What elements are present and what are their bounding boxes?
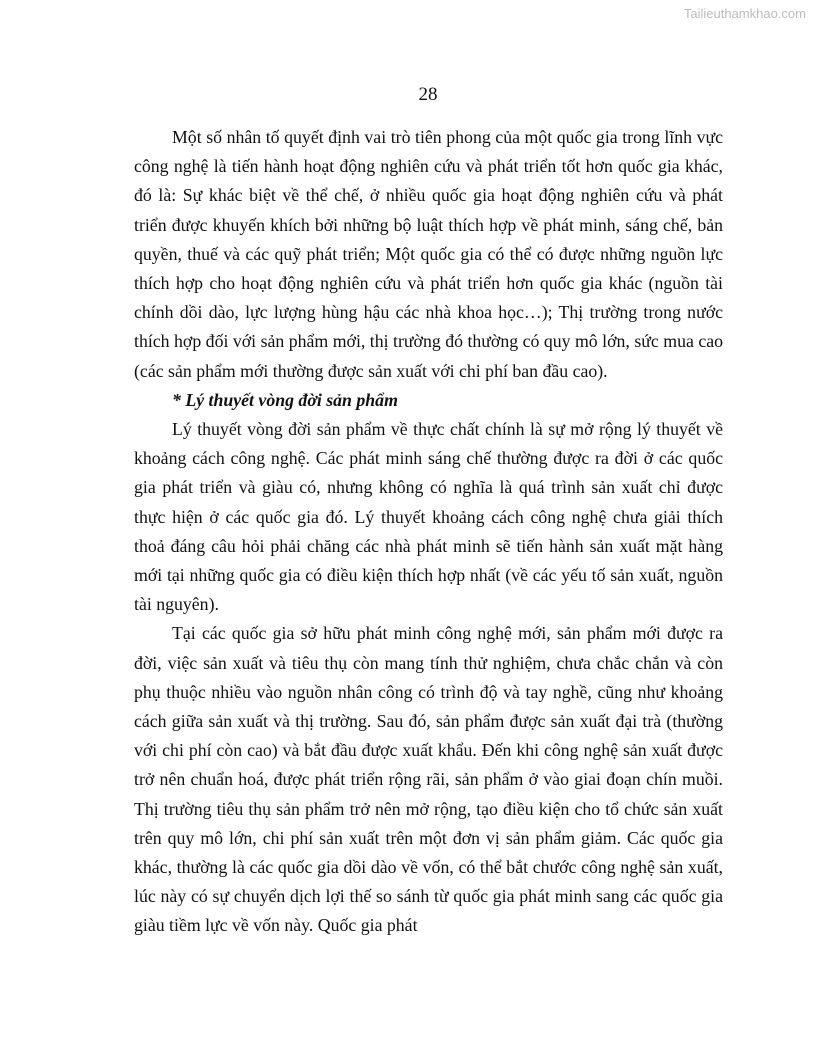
section-heading: * Lý thuyết vòng đời sản phẩm: [172, 389, 398, 410]
paragraph: Một số nhân tố quyết định vai trò tiên phong của một quốc gia trong lĩnh vực công nghệ là tiến hành hoạt động nghiên cứu và phát triển tốt hơn quốc gia khác, đó là: Sự khác biệt về thể chế, ở nhiều quốc gia hoạt động nghiên cứu và phát triển được khuyến khích bởi những bộ luật thích hợp về phát minh, sáng chế, bản quyền, thuế và các quỹ phát triển; Một quốc gia có thể có được những nguồn lực thích hợp cho hoạt động nghiên cứu và phát triển hơn quốc gia khác (nguồn tài chính dồi dào, lực lượng hùng hậu các nhà khoa học…); Thị trường trong nước thích hợp đối với sản phẩm mới, thị trường đó thường có quy mô lớn, sức mua cao (các sản phẩm mới thường được sản xuất với chi phí ban đầu cao).: [134, 127, 723, 381]
paragraph: Lý thuyết vòng đời sản phẩm về thực chất chính là sự mở rộng lý thuyết về khoảng cách công nghệ. Các phát minh sáng chế thường được ra đời ở các quốc gia phát triển và giàu có, nhưng không có nghĩa là quá trình sản xuất chỉ được thực hiện ở các quốc gia đó. Lý thuyết khoảng cách công nghệ chưa giải thích thoả đáng câu hỏi phải chăng các nhà phát minh sẽ tiến hành sản xuất mặt hàng mới tại những quốc gia có điều kiện thích hợp nhất (về các yếu tố sản xuất, nguồn tài nguyên).: [134, 419, 723, 615]
page-number: 28: [418, 84, 438, 105]
paragraph: Tại các quốc gia sở hữu phát minh công nghệ mới, sản phẩm mới được ra đời, việc sản xuất và tiêu thụ còn mang tính thử nghiệm, chưa chắc chắn và còn phụ thuộc nhiều vào nguồn nhân công có trình độ và tay nghề, cũng như khoảng cách giữa sản xuất và thị trường. Sau đó, sản phẩm được sản xuất đại trà (thường với chi phí còn cao) và bắt đầu được xuất khẩu. Đến khi công nghệ sản xuất được trở nên chuẩn hoá, được phát triển rộng rãi, sản phẩm ở vào giai đoạn chín muồi. Thị trường tiêu thụ sản phẩm trở nên mở rộng, tạo điều kiện cho tổ chức sản xuất trên quy mô lớn, chi phí sản xuất trên một đơn vị sản phẩm giảm. Các quốc gia khác, thường là các quốc gia dồi dào về vốn, có thể bắt chước công nghệ sản xuất, lúc này có sự chuyển dịch lợi thế so sánh từ quốc gia phát minh sang các quốc gia giàu tiềm lực về vốn này. Quốc gia phát: [134, 623, 723, 936]
document-body: [134, 123, 723, 941]
watermark-text: Tailieuthamkhao.com: [683, 6, 806, 21]
